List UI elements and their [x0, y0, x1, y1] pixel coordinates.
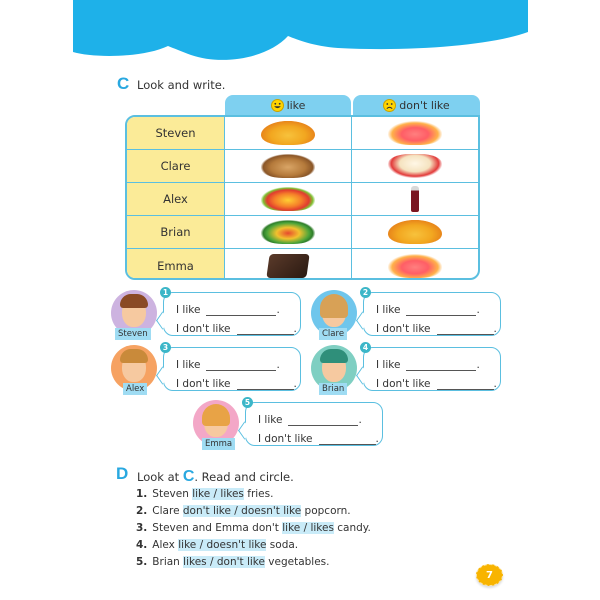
- choice-options[interactable]: like / doesn't like: [178, 538, 267, 551]
- popcorn-image: [388, 154, 442, 178]
- item-number: 5: [242, 397, 253, 408]
- hat-shape: [320, 349, 348, 363]
- name-tag: Clare: [319, 328, 347, 340]
- dislike-prefix: I don't like: [176, 323, 231, 335]
- section-d-letter: D: [116, 464, 129, 483]
- list-item: [136, 519, 371, 536]
- column-header-dislike: [353, 95, 480, 115]
- period: .: [276, 304, 280, 316]
- speech-bubble: [362, 343, 501, 391]
- dislike-blank[interactable]: [237, 325, 294, 335]
- dislike-blank[interactable]: [437, 325, 494, 335]
- period: .: [293, 323, 297, 335]
- dislike-prefix: I don't like: [258, 433, 313, 445]
- page-number-badge: 7: [476, 564, 503, 586]
- name-cell: Clare: [127, 150, 225, 182]
- table-row: [127, 249, 478, 280]
- period: .: [476, 359, 480, 371]
- table-body: [125, 115, 480, 280]
- sentence-start: Brian: [152, 555, 184, 568]
- dislike-blank[interactable]: [237, 380, 294, 390]
- like-blank[interactable]: [406, 361, 476, 371]
- speech-item-brian: [311, 345, 506, 395]
- fries-image: [388, 220, 442, 244]
- title-prefix: Look at: [137, 470, 183, 484]
- sentence-end: vegetables.: [264, 555, 330, 568]
- period: .: [375, 433, 379, 445]
- like-prefix: I like: [176, 304, 201, 316]
- speech-item-clare: [311, 290, 506, 340]
- like-line: [376, 352, 500, 371]
- dislike-blank[interactable]: [319, 435, 376, 445]
- name-tag: Emma: [202, 438, 235, 450]
- cookies-image: [261, 154, 315, 178]
- speech-item-steven: [111, 290, 306, 340]
- like-cell: [225, 183, 352, 215]
- choice-options[interactable]: like / likes: [192, 487, 244, 500]
- period: .: [493, 378, 497, 390]
- period: .: [358, 414, 362, 426]
- name-cell: Alex: [127, 183, 225, 215]
- sentence-end: soda.: [266, 538, 299, 551]
- like-line: [176, 352, 300, 371]
- choice-options[interactable]: likes / don't like: [183, 555, 265, 568]
- hair-shape: [120, 294, 148, 308]
- item-number: 1: [160, 287, 171, 298]
- dislike-prefix: I don't like: [376, 323, 431, 335]
- like-blank[interactable]: [206, 306, 276, 316]
- section-c-letter: C: [117, 74, 130, 93]
- speech-bubble: [244, 398, 383, 446]
- item-number: 3.: [136, 521, 148, 534]
- dislike-line: [376, 371, 500, 390]
- like-blank[interactable]: [406, 306, 476, 316]
- name-cell: Steven: [127, 117, 225, 149]
- item-number: 2: [360, 287, 371, 298]
- like-line: [376, 297, 500, 316]
- circle-exercise-list: [136, 485, 371, 570]
- dislike-cell: [352, 216, 478, 248]
- name-tag: Brian: [319, 383, 347, 395]
- chocolate-image: [266, 254, 309, 278]
- vegetables-image: [261, 220, 315, 244]
- dislike-prefix: I don't like: [176, 378, 231, 390]
- sentence-end: fries.: [243, 487, 274, 500]
- choice-options[interactable]: don't like / doesn't like: [182, 504, 302, 517]
- section-c-title: Look and write.: [137, 78, 226, 92]
- sentence-start: Steven and Emma don't: [152, 521, 283, 534]
- like-cell: [225, 249, 352, 280]
- title-suffix: . Read and circle.: [194, 470, 294, 484]
- speech-bubble: [162, 288, 301, 336]
- sentence-start: Clare: [152, 504, 183, 517]
- section-d-title: [137, 468, 294, 486]
- hair-shape: [120, 349, 148, 363]
- fruit-image: [261, 187, 315, 211]
- list-item: [136, 485, 371, 502]
- like-line: [258, 407, 382, 426]
- dislike-cell: [352, 117, 478, 149]
- speech-item-alex: [111, 345, 306, 395]
- column-header-like: [225, 95, 351, 115]
- name-cell: Emma: [127, 249, 225, 280]
- period: .: [293, 378, 297, 390]
- item-number: 1.: [136, 487, 148, 500]
- like-line: [176, 297, 300, 316]
- dislike-line: [176, 371, 300, 390]
- table-row: [127, 150, 478, 183]
- name-tag: Steven: [115, 328, 151, 340]
- table-row: [127, 183, 478, 216]
- item-number: 5.: [136, 555, 148, 568]
- list-item: [136, 553, 371, 570]
- dislike-line: [376, 316, 500, 335]
- like-cell: [225, 117, 352, 149]
- column-header-like-label: like: [286, 98, 306, 112]
- item-number: 3: [160, 342, 171, 353]
- table-row: [127, 216, 478, 249]
- sentence-start: Alex: [152, 538, 179, 551]
- candy-image: [388, 121, 442, 145]
- name-tag: Alex: [123, 383, 147, 395]
- like-prefix: I like: [376, 304, 401, 316]
- name-cell: Brian: [127, 216, 225, 248]
- soda-image: [411, 186, 419, 212]
- like-prefix: I like: [376, 359, 401, 371]
- like-cell: [225, 216, 352, 248]
- dislike-cell: [352, 150, 478, 182]
- sentence-end: popcorn.: [301, 504, 351, 517]
- choice-options[interactable]: like / likes: [282, 521, 334, 534]
- speech-bubble: [362, 288, 501, 336]
- item-number: 4.: [136, 538, 148, 551]
- speech-bubble: [162, 343, 301, 391]
- item-number: 4: [360, 342, 371, 353]
- dislike-blank[interactable]: [437, 380, 494, 390]
- sentence-start: Steven: [152, 487, 193, 500]
- sentence-end: candy.: [333, 521, 371, 534]
- dislike-cell: [352, 249, 478, 280]
- title-ref-letter: C: [182, 468, 195, 485]
- period: .: [476, 304, 480, 316]
- like-cell: [225, 150, 352, 182]
- candy-image: [388, 254, 442, 278]
- list-item: [136, 536, 371, 553]
- hair-shape: [202, 404, 230, 426]
- speech-item-emma: [193, 400, 388, 450]
- dislike-cell: [352, 183, 478, 215]
- list-item: [136, 502, 371, 519]
- fries-image: [261, 121, 315, 145]
- column-header-dislike-label: don't like: [399, 98, 450, 112]
- cloud-banner: [73, 0, 528, 64]
- hair-shape: [320, 294, 348, 318]
- dislike-line: [258, 426, 382, 445]
- period: .: [493, 323, 497, 335]
- dislike-line: [176, 316, 300, 335]
- like-blank[interactable]: [288, 416, 358, 426]
- happy-face-icon: [271, 99, 284, 112]
- table-row: [127, 117, 478, 150]
- like-prefix: I like: [176, 359, 201, 371]
- dislike-prefix: I don't like: [376, 378, 431, 390]
- sad-face-icon: [383, 99, 396, 112]
- like-prefix: I like: [258, 414, 283, 426]
- item-number: 2.: [136, 504, 148, 517]
- period: .: [276, 359, 280, 371]
- like-blank[interactable]: [206, 361, 276, 371]
